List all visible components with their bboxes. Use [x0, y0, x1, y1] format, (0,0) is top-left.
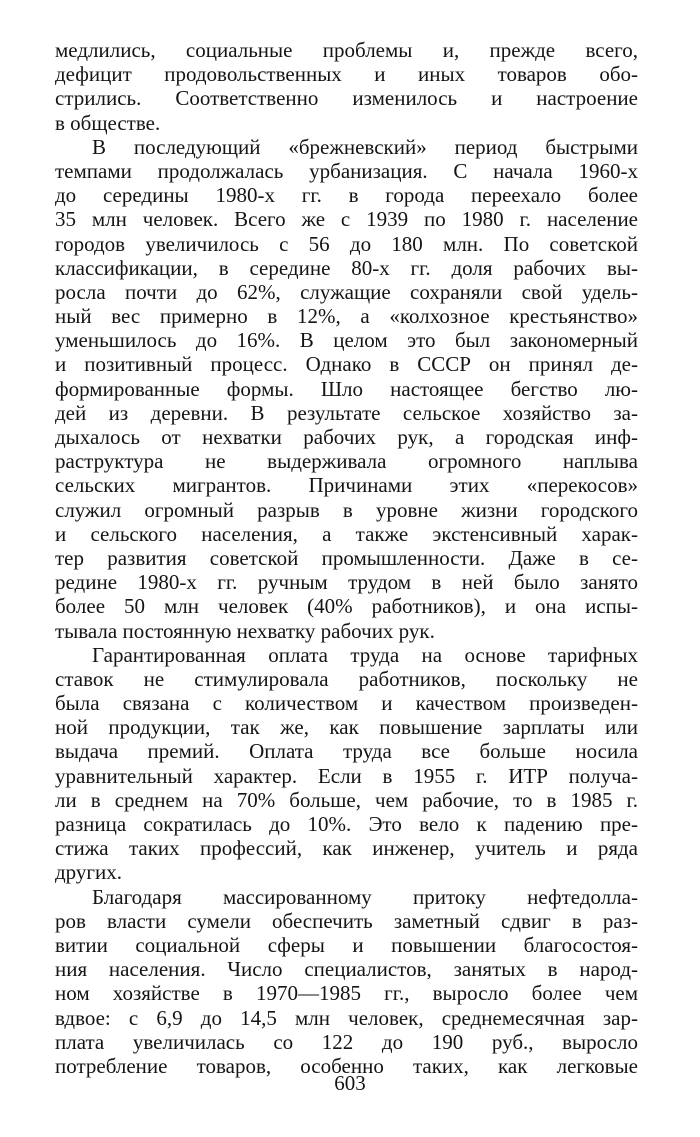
text-line: уравнительный характер. Если в 1955 г. ИТР получа-	[55, 763, 638, 788]
text-line: 35 млн человек. Всего же с 1939 по 1980 г. население	[55, 207, 638, 232]
text-line: классификации, в середине 80-х гг. доля рабочих вы-	[55, 255, 638, 280]
text-line: редине 1980-х гг. ручным трудом в ней было занято	[55, 570, 638, 595]
text-line: более 50 млн человек (40% работников), и она испы-	[55, 594, 638, 619]
text-line: дей из деревни. В результате сельское хозяйство за-	[55, 400, 638, 425]
text-line: раструктура не выдерживала огромного наплыва	[55, 449, 638, 474]
text-line: сельских мигрантов. Причинами этих «перекосов»	[55, 473, 638, 498]
text-line: стрились. Соответственно изменилось и настроение	[55, 86, 638, 111]
text-line: медлились, социальные проблемы и, прежде всего,	[55, 38, 638, 62]
paragraph	[55, 38, 638, 135]
text-line: тер развития советской промышленности. Даже в се-	[55, 545, 638, 570]
text-line: служил огромный разрыв в уровне жизни городского	[55, 497, 638, 522]
text-line: уменьшилось до 16%. В целом это был закономерный	[55, 328, 638, 353]
text-line: ставок не стимулировала работников, поскольку не	[55, 666, 638, 691]
text-line: в обществе.	[55, 110, 161, 135]
text-line: дыхалось от нехватки рабочих рук, а городская инф-	[55, 425, 638, 449]
text-line: других.	[55, 860, 123, 885]
text-line: ров власти сумели обеспечить заметный сдвиг в раз-	[55, 908, 638, 933]
text-line: тывала постоянную нехватку рабочих рук.	[55, 618, 435, 643]
text-line: ный вес примерно в 12%, а «колхозное крестьянство»	[55, 304, 638, 329]
page-text	[55, 38, 638, 1078]
text-line: росла почти до 62%, служащие сохраняли свой удель-	[55, 279, 638, 304]
text-line: стижа таких профессий, как инженер, учитель и ряда	[55, 836, 638, 861]
text-line: ной продукции, так же, как повышение зарплаты или	[55, 715, 638, 740]
text-line: и сельского населения, а также экстенсивный харак-	[55, 521, 638, 546]
text-line: была связана с количеством и качеством произведен-	[55, 691, 638, 716]
text-line: Благодаря массированному притоку нефтедолла-	[92, 884, 638, 909]
text-line: В последующий «брежневский» период быстрыми	[92, 134, 638, 159]
text-line: ли в среднем на 70% больше, чем рабочие, то в 1985 г.	[55, 787, 638, 812]
text-line: и позитивный процесс. Однако в СССР он принял де-	[55, 352, 638, 377]
text-line: городов увеличилось с 56 до 180 млн. По советской	[55, 231, 638, 256]
text-line: потребление товаров, особенно таких, как легковые	[55, 1053, 638, 1078]
text-line: дефицит продовольственных и иных товаров обо-	[55, 62, 638, 87]
text-line: ном хозяйстве в 1970—1985 гг., выросло более чем	[55, 981, 638, 1006]
text-line: Гарантированная оплата труда на основе тарифных	[92, 642, 638, 667]
text-line: темпами продолжалась урбанизация. С начала 1960-х	[55, 158, 638, 183]
text-line: ния населения. Число специалистов, занятых в народ-	[55, 957, 638, 982]
paragraph	[55, 643, 638, 885]
text-line: плата увеличилась со 122 до 190 руб., выросло	[55, 1029, 638, 1054]
text-line: разница сократилась до 10%. Это вело к падению пре-	[55, 812, 638, 836]
text-line: выдача премий. Оплата труда все больше носила	[55, 739, 638, 764]
text-line: вдвое: с 6,9 до 14,5 млн человек, среднемесячная зар-	[55, 1005, 638, 1030]
text-line: до середины 1980-х гг. в города переехало более	[55, 183, 638, 208]
paragraph	[55, 885, 638, 1079]
text-line: витии социальной сферы и повышении благосостоя-	[55, 932, 638, 957]
page-number: 603	[334, 1071, 366, 1095]
text-line: формированные формы. Шло настоящее бегство лю-	[55, 376, 638, 401]
paragraph	[55, 135, 638, 643]
